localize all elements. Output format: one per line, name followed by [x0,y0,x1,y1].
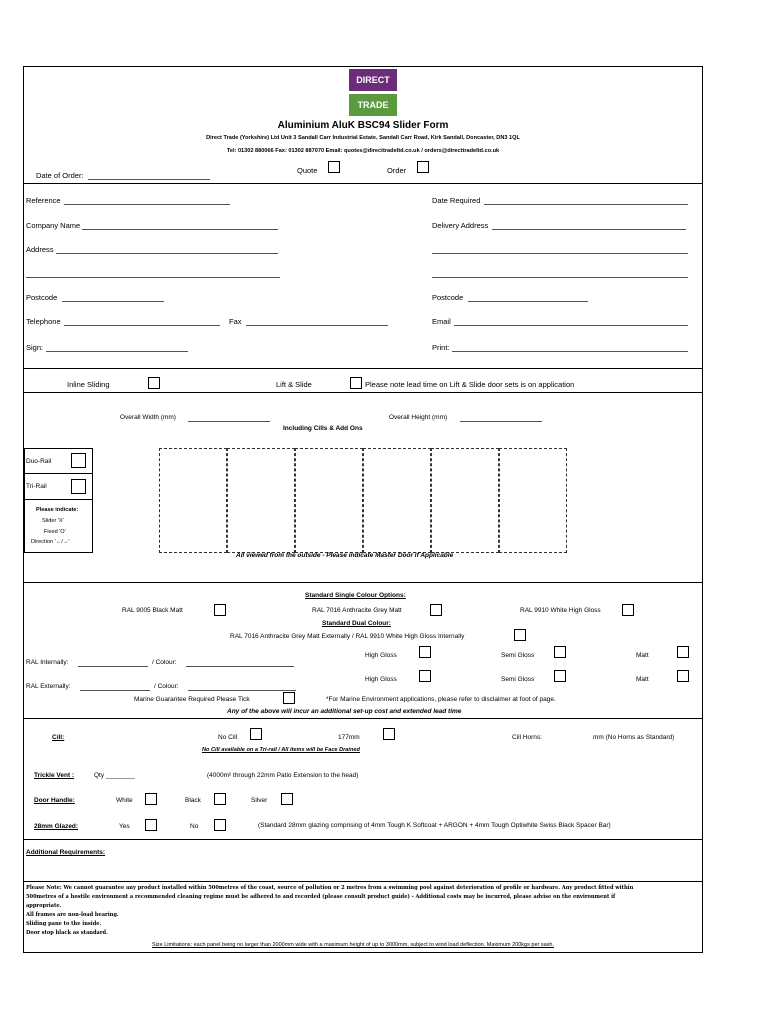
external-matt-label: Matt [636,676,649,683]
footer-note-1: Please Note: We cannot guarantee any product installed within 500metres of the coast, source of pollution or 2 metres from a swimming pool against deterioration of profile or hardware. Any product fitted within [26,885,634,891]
internal-matt-checkbox[interactable] [677,646,689,658]
delivery-address-field-3[interactable] [432,277,688,278]
email-label: Email [432,317,451,326]
drawing-panel-6[interactable] [499,448,567,553]
reference-field[interactable] [64,204,230,205]
email-field[interactable] [454,325,688,326]
ral-externally-label: RAL Externally: [26,683,71,690]
trickle-vent-label: Trickle Vent : [34,772,75,779]
company-name-label: Company Name [26,221,81,230]
dual-colour-checkbox[interactable] [514,629,526,641]
lift-slide-checkbox[interactable] [350,377,362,389]
logo-trade: TRADE [349,94,397,116]
address-field-2[interactable] [26,277,280,278]
inline-sliding-label: Inline Sliding [67,380,110,389]
footer-note-4: All frames are non-load bearing. [26,912,119,918]
footer-note-6: Door stop black as standard. [26,930,108,936]
dual-colour-title: Standard Dual Colour: [322,620,391,627]
cill-horns-note: mm (No Horns as Standard) [593,734,675,741]
ral-7016-checkbox[interactable] [430,604,442,616]
address-label: Address [26,245,54,254]
fixed-o-label: Fixed 'O' [44,529,66,535]
sign-label: Sign: [26,343,44,352]
glazed-no-checkbox[interactable] [214,819,226,831]
direction-label: Direction '←/→' [31,539,70,545]
glazed-yes-label: Yes [119,823,130,830]
reference-label: Reference [26,196,61,205]
trickle-vent-note: (4000m² through 22mm Patio Extension to the head) [207,772,359,779]
quote-checkbox[interactable] [328,161,340,173]
marine-note: *For Marine Environment applications, please refer to disclaimer at foot of page. [326,696,556,703]
overall-width-label: Overall Width (mm) [120,414,176,421]
additional-requirements-field[interactable] [26,862,700,881]
print-label: Print: [432,343,450,352]
lift-slide-note: Please note lead time on Lift & Slide door sets is on application [365,380,575,389]
marine-guarantee-checkbox[interactable] [283,692,295,704]
internal-semi-gloss-checkbox[interactable] [554,646,566,658]
door-handle-label: Door Handle: [34,797,75,804]
viewed-from-outside-note: All viewed from the outside - Please indicate Master Door if Applicable [236,552,454,559]
glazed-no-label: No [190,823,199,830]
quote-label: Quote [297,166,318,175]
divider [24,881,702,882]
external-colour-label: / Colour: [154,683,179,690]
ral-internally-label: RAL Internally: [26,659,69,666]
delivery-address-field-2[interactable] [432,253,688,254]
ral-9005-label: RAL 9005 Black Matt [122,607,183,614]
white-handle-checkbox[interactable] [145,793,157,805]
trickle-vent-qty[interactable]: Qty ________ [94,772,135,779]
no-cill-checkbox[interactable] [250,728,262,740]
black-handle-checkbox[interactable] [214,793,226,805]
delivery-address-label: Delivery Address [432,221,489,230]
divider [24,473,92,474]
divider [24,718,702,719]
tri-rail-label: Tri-Rail [26,483,47,490]
external-colour-field[interactable] [188,690,296,691]
external-high-gloss-checkbox[interactable] [419,670,431,682]
internal-colour-label: / Colour: [152,659,177,666]
drawing-panel-4[interactable] [363,448,431,553]
internal-matt-label: Matt [636,652,649,659]
delivery-postcode-field[interactable] [468,301,588,302]
form-page [23,66,703,953]
additional-requirements-label: Additional Requirements: [26,849,106,856]
internal-semi-gloss-label: Semi Gloss [501,652,535,659]
drawing-panel-1[interactable] [159,448,227,553]
date-of-order-label: Date of Order: [36,171,84,180]
telephone-field[interactable] [64,325,220,326]
single-colour-title: Standard Single Colour Options: [305,592,406,599]
glazed-label: 28mm Glazed: [34,823,79,830]
drawing-panel-5[interactable] [431,448,499,553]
ral-9910-checkbox[interactable] [622,604,634,616]
cill-horns-label: Cill Horns: [512,734,542,741]
external-semi-gloss-checkbox[interactable] [554,670,566,682]
overall-height-label: Overall Height (mm) [389,414,448,421]
no-cill-label: No Cill [218,734,238,741]
ral-externally-field[interactable] [80,690,150,691]
logo-direct: DIRECT [349,69,397,91]
divider [24,183,702,184]
overall-height-field[interactable] [460,421,542,422]
glazed-yes-checkbox[interactable] [145,819,157,831]
internal-high-gloss-checkbox[interactable] [419,646,431,658]
external-semi-gloss-label: Semi Gloss [501,676,535,683]
order-label: Order [387,166,407,175]
silver-handle-checkbox[interactable] [281,793,293,805]
postcode-label: Postcode [26,293,58,302]
footer-note-2: 500metres of a hostile environment a recommended cleaning regime must be adhered to and recorded (please consult product guide) - Additional costs may be incurred, please advise on the environment if [26,894,616,900]
ral-9005-checkbox[interactable] [214,604,226,616]
fax-label: Fax [229,317,242,326]
no-cill-tri-rail-note: No Cill available on a Tri-rail / All items will be Face Drained [202,747,360,753]
including-cills-label: Including Cills & Add Ons [283,425,363,432]
divider [24,582,702,583]
duo-rail-checkbox[interactable] [71,453,86,468]
order-checkbox[interactable] [417,161,429,173]
177mm-checkbox[interactable] [383,728,395,740]
sign-field[interactable] [46,351,188,352]
date-required-label: Date Required [432,196,481,205]
form-title: Aluminium AluK BSC94 Slider Form [277,120,449,131]
delivery-postcode-label: Postcode [432,293,464,302]
ral-internally-field[interactable] [78,666,148,667]
177mm-label: 177mm [338,734,360,741]
divider [24,392,702,393]
delivery-address-field[interactable] [492,229,686,230]
ral-7016-label: RAL 7016 Anthracite Grey Matt [312,607,402,614]
duo-rail-label: Duo-Rail [26,458,52,465]
overall-width-field[interactable] [188,421,270,422]
print-field[interactable] [452,351,688,352]
silver-handle-label: Silver [251,797,268,804]
drawing-panel-3[interactable] [295,448,363,553]
drawing-panel-2[interactable] [227,448,295,553]
postcode-field[interactable] [62,301,164,302]
date-of-order-field[interactable] [88,179,210,180]
telephone-label: Telephone [26,317,61,326]
setup-cost-note: Any of the above will incur an additional set-up cost and extended lead time [227,708,462,715]
direct-trade-logo [349,69,397,117]
internal-colour-field[interactable] [186,666,294,667]
white-handle-label: White [116,797,133,804]
glazing-note: (Standard 28mm glazing comprising of 4mm Tough K Softcoat + ARGON + 4mm Tough Optiwhite Swiss Black Spacer Bar) [258,822,611,829]
lift-slide-label: Lift & Slide [276,380,312,389]
company-address: Direct Trade (Yorkshire) Ltd Unit 3 Sandall Carr Industrial Estate, Sandall Carr Road, Kirk Sandall, Doncaster, DN3 1QL [206,135,520,141]
please-indicate-label: Please indicate: [36,507,79,513]
external-high-gloss-label: High Gloss [365,676,397,683]
cill-label: Cill: [52,734,65,741]
date-required-field[interactable] [484,204,688,205]
slider-x-label: Slider 'X' [42,518,64,524]
marine-guarantee-label: Marine Guarantee Required Please Tick [134,696,250,703]
internal-high-gloss-label: High Gloss [365,652,397,659]
dual-colour-label: RAL 7016 Anthracite Grey Matt Externally / RAL 9910 White High Gloss Internally [230,633,465,640]
size-limitations-note: Size Limitations: each panel being no larger than 2000mm wide with a maximum height of up to 3000mm, subject to wind load deflection. Maximum 200kgs per sash. [152,942,555,948]
company-contact: Tel: 01302 880066 Fax: 01302 887070 Email: quotes@directtradeltd.co.uk / orders@directtradeltd.co.uk [226,148,500,154]
divider [24,839,702,840]
inline-sliding-checkbox[interactable] [148,377,160,389]
divider [24,499,92,500]
external-matt-checkbox[interactable] [677,670,689,682]
footer-note-3: appropriate. [26,903,62,909]
tri-rail-checkbox[interactable] [71,479,86,494]
fax-field[interactable] [246,325,388,326]
ral-9910-label: RAL 9910 White High Gloss [520,607,601,614]
black-handle-label: Black [185,797,201,804]
company-name-field[interactable] [82,229,278,230]
address-field-1[interactable] [56,253,278,254]
divider [24,368,702,369]
footer-note-5: Sliding pane to the inside. [26,921,102,927]
